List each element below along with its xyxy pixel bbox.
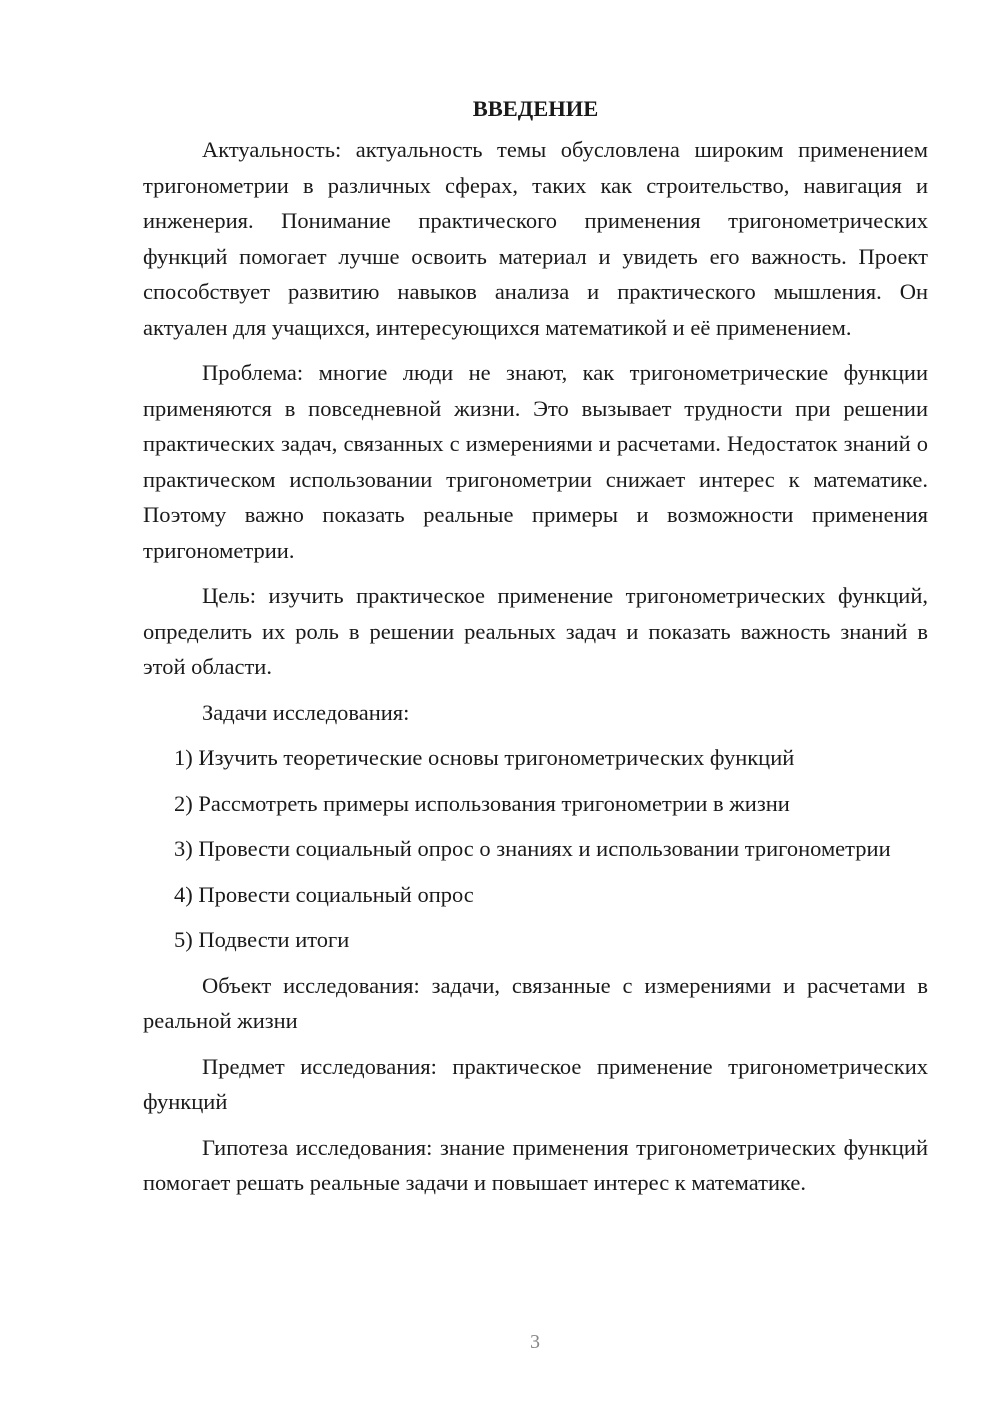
tasks-heading: Задачи исследования: [202,699,410,725]
task-item-2: 2) Рассмотреть примеры использования тригонометрии в жизни [174,790,790,816]
page-number: 3 [530,1331,540,1353]
paragraph-relevance: Актуальность: актуальность темы обусловлена широким применением тригонометрии в различных сферах, таких как строительство, навигация и инженерия. Понимание практического применения тригонометрических функций помогает лучше освоить материал и увидеть его важность. Проект способствует развитию навыков анализа и практического мышления. Он актуален для учащихся, интересующихся математикой и её применением. [143,137,928,340]
section-title: ВВЕДЕНИЕ [472,96,599,121]
task-item-3: 3) Провести социальный опрос о знаниях и использовании тригонометрии [174,836,891,861]
paragraph-subject: Предмет исследования: практическое применение тригонометрических функций [143,1053,928,1114]
task-item-5: 5) Подвести итоги [174,927,350,952]
page-body [143,92,928,1211]
paragraph-goal: Цель: изучить практическое применение тригонометрических функций, определить их роль в решении реальных задач и показать важность знаний в этой области. [143,583,928,679]
paragraph-hypothesis: Гипотеза исследования: знание применения тригонометрических функций помогает решать реальные задачи и повышает интерес к математике. [143,1134,928,1195]
task-item-1: 1) Изучить теоретические основы тригонометрических функций [174,745,795,770]
task-item-4: 4) Провести социальный опрос [174,881,474,907]
paragraph-object: Объект исследования: задачи, связанные с измерениями и расчетами в реальной жизни [143,972,928,1033]
paragraph-problem: Проблема: многие люди не знают, как тригонометрические функции применяются в повседневной жизни. Это вызывает трудности при решении практических задач, связанных с измерениями и расчетами. Недостаток знаний о практическом использовании тригонометрии снижает интерес к математике. Поэтому важно показать реальные примеры и возможности применения тригонометрии. [143,360,928,563]
